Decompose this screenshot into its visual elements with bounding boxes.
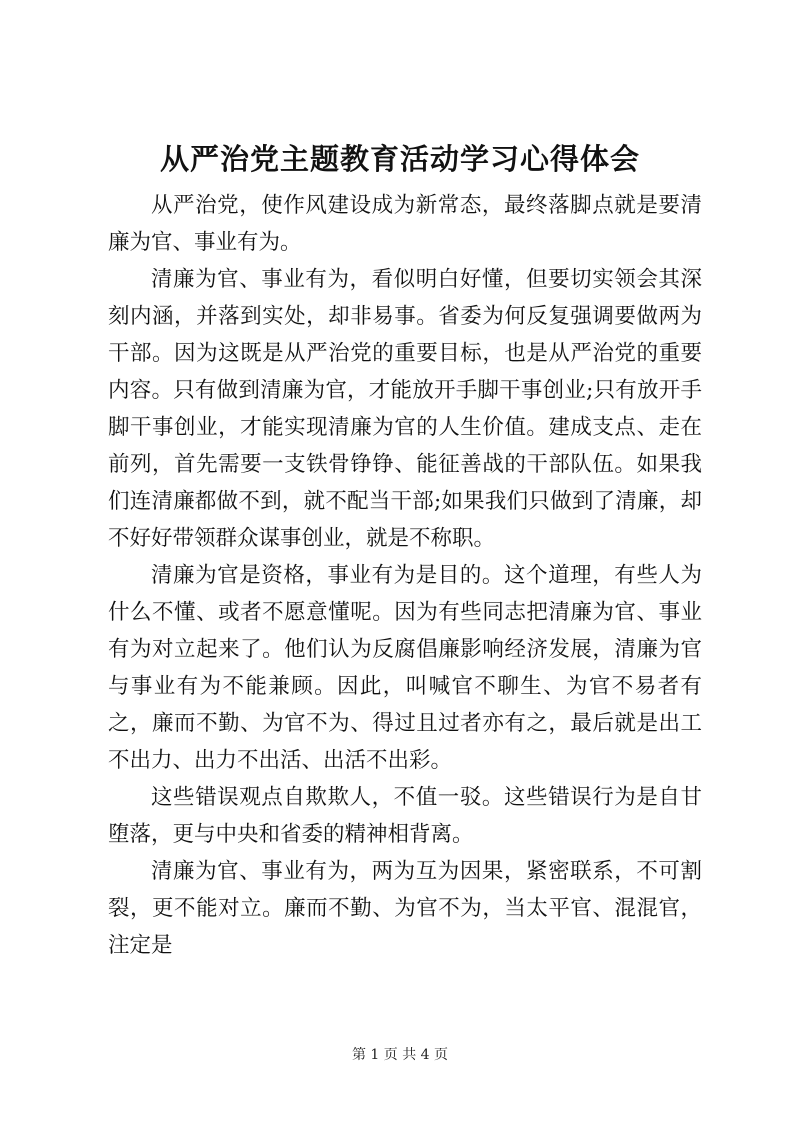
page-number: 第 1 页 共 4 页 bbox=[351, 1047, 449, 1063]
page-footer bbox=[0, 1045, 800, 1065]
paragraph-4: 这些错误观点自欺欺人，不值一驳。这些错误行为是自甘堕落，更与中央和省委的精神相背离。 bbox=[108, 785, 702, 847]
page-title: 从严治党主题教育活动学习心得体会 bbox=[159, 142, 640, 176]
document-body bbox=[108, 187, 702, 964]
paragraph-1: 从严治党，使作风建设成为新常态，最终落脚点就是要清廉为官、事业有为。 bbox=[108, 193, 702, 255]
paragraph-2: 清廉为官、事业有为，看似明白好懂，但要切实领会其深刻内涵，并落到实处，却非易事。省委为何反复强调要做两为干部。因为这既是从严治党的重要目标，也是从严治党的重要内容。只有做到清廉为官，才能放开手脚干事创业;只有放开手脚干事创业，才能实现清廉为官的人生价值。建成支点、走在前列，首先需要一支铁骨铮铮、能征善战的干部队伍。如果我们连清廉都做不到，就不配当干部;如果我们只做到了清廉，却不好好带领群众谋事创业，就是不称职。 bbox=[108, 267, 702, 551]
paragraph-5: 清廉为官、事业有为，两为互为因果，紧密联系，不可割裂，更不能对立。廉而不勤、为官不为，当太平官、混混官，注定是 bbox=[108, 859, 702, 958]
paragraph-3: 清廉为官是资格，事业有为是目的。这个道理，有些人为什么不懂、或者不愿意懂呢。因为有些同志把清廉为官、事业有为对立起来了。他们认为反腐倡廉影响经济发展，清廉为官与事业有为不能兼顾。因此，叫喊官不聊生、为官不易者有之，廉而不勤、为官不为、得过且过者亦有之，最后就是出工不出力、出力不出活、出活不出彩。 bbox=[108, 563, 702, 773]
